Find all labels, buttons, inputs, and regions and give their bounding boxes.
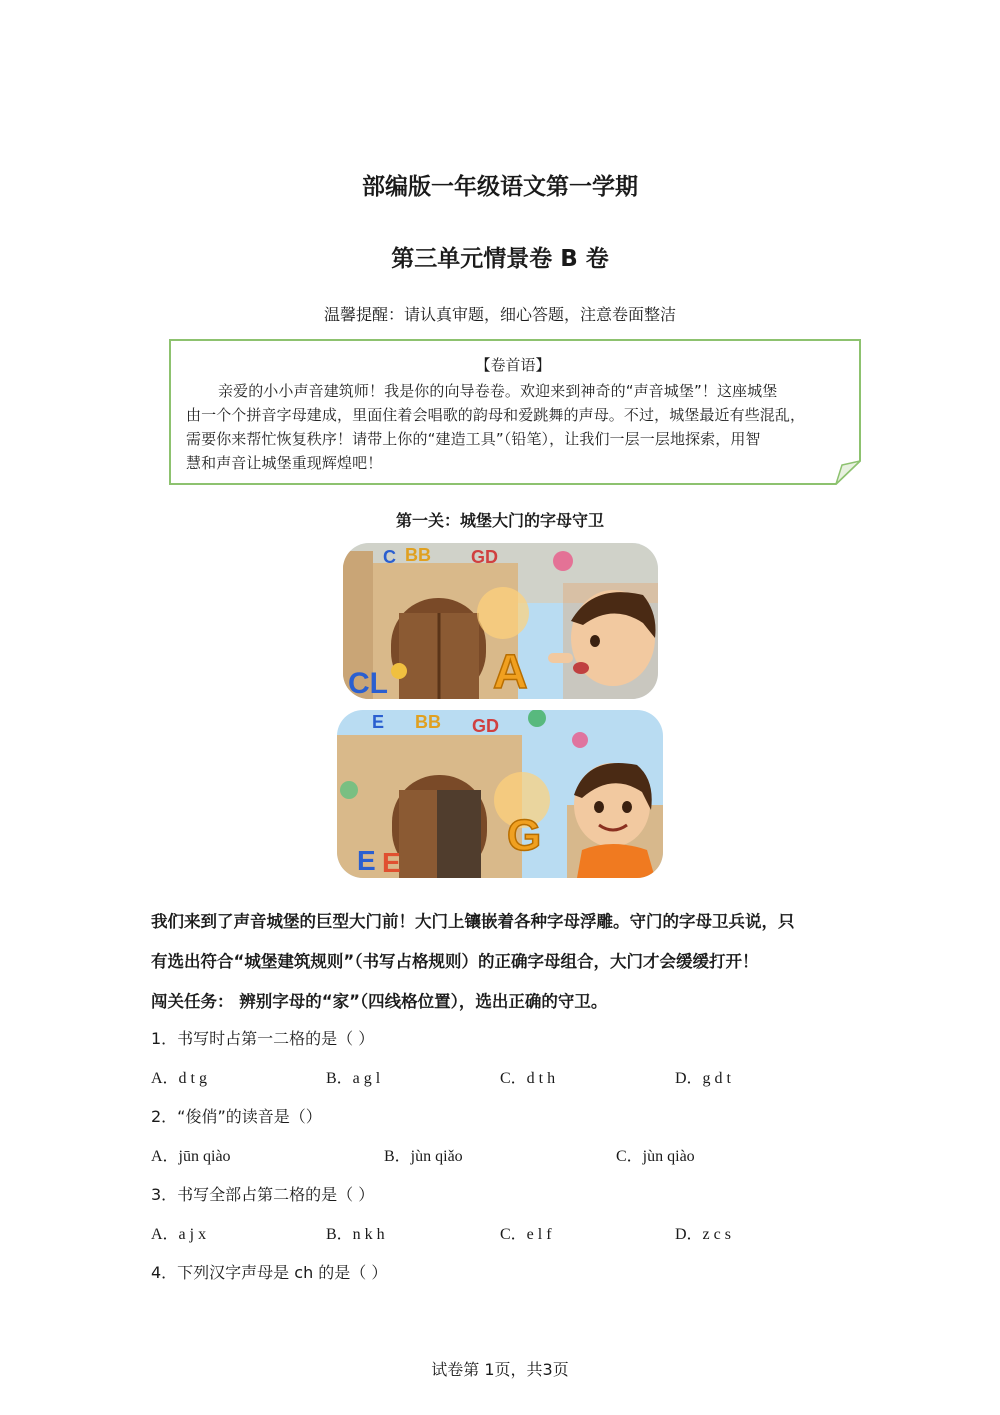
q1-option-a: A．d t g: [151, 1070, 208, 1087]
story-paragraph: 我们来到了声音城堡的巨型大门前！大门上镶嵌着各种字母浮雕。守门的字母卫兵说，只: [151, 912, 795, 931]
q2-option-c: C．jùn qiào: [616, 1148, 695, 1165]
svg-text:CL: CL: [348, 667, 388, 699]
castle-gate-letter-g-illustration: [337, 710, 663, 878]
svg-text:C: C: [383, 547, 396, 567]
reminder-text: 温馨提醒：请认真审题，细心答题，注意卷面整洁: [323, 305, 676, 324]
exam-subtitle: 第三单元情景卷 B 卷: [391, 246, 609, 272]
q1-option-c: C．d t h: [500, 1070, 556, 1087]
q3-option-c: C．e l f: [500, 1226, 552, 1243]
question-2-stem: 2．“俊俏”的读音是（）: [151, 1107, 322, 1126]
q1-option-d: D．g d t: [675, 1070, 732, 1087]
q2-option-a: A．jūn qiào: [151, 1148, 231, 1165]
preface-line: 需要你来帮忙恢复秩序！请带上你的“建造工具”（铅笔），让我们一层一层地探索，用智: [186, 430, 761, 448]
svg-text:E: E: [357, 845, 376, 876]
question-3-stem: 3．书写全部占第二格的是（ ）: [151, 1185, 375, 1204]
svg-text:A: A: [493, 646, 528, 699]
q2-option-b: B．jùn qiǎo: [384, 1148, 463, 1165]
page-footer: 试卷第 1页，共3页: [431, 1360, 569, 1379]
preface: [186, 354, 840, 475]
question-4-stem: 4．下列汉字声母是 ch 的是（ ）: [151, 1263, 388, 1282]
castle-gate-letter-a-illustration: [343, 543, 658, 699]
q3-option-d: D．z c s: [675, 1226, 731, 1243]
svg-text:E: E: [382, 847, 401, 878]
castle-gate-illustration-2: [337, 710, 663, 878]
svg-text:G: G: [507, 811, 542, 860]
svg-text:E: E: [372, 712, 385, 732]
q3-option-a: A．a j x: [151, 1226, 207, 1243]
preface-line: 由一个个拼音字母建成，里面住着会唱歌的韵母和爱跳舞的声母。不过，城堡最近有些混乱，: [186, 406, 806, 424]
q1-option-b: B．a g l: [326, 1070, 381, 1087]
story-paragraph: 有选出符合“城堡建筑规则”（书写占格规则）的正确字母组合，大门才会缓缓打开！: [151, 952, 759, 971]
castle-gate-illustration-1: [343, 543, 658, 699]
preface-line: 亲爱的小小声音建筑师！我是你的向导卷卷。欢迎来到神奇的“声音城堡”！这座城堡: [218, 382, 778, 400]
task-instruction: 闯关任务： 辨别字母的“家”（四线格位置），选出正确的守卫。: [151, 992, 608, 1011]
svg-text:BB: BB: [405, 545, 431, 565]
preface-heading: 【卷首语】: [475, 356, 551, 374]
svg-text:GD: GD: [472, 716, 499, 736]
svg-text:BB: BB: [415, 712, 441, 732]
question-1-stem: 1．书写时占第一二格的是（ ）: [151, 1029, 375, 1048]
svg-text:GD: GD: [471, 547, 498, 567]
q3-option-b: B．n k h: [326, 1226, 385, 1243]
section-title: 第一关：城堡大门的字母守卫: [395, 511, 604, 530]
exam-title: 部编版一年级语文第一学期: [362, 174, 638, 200]
preface-body: [186, 379, 840, 475]
preface-line: 慧和声音让城堡重现辉煌吧！: [186, 454, 383, 472]
